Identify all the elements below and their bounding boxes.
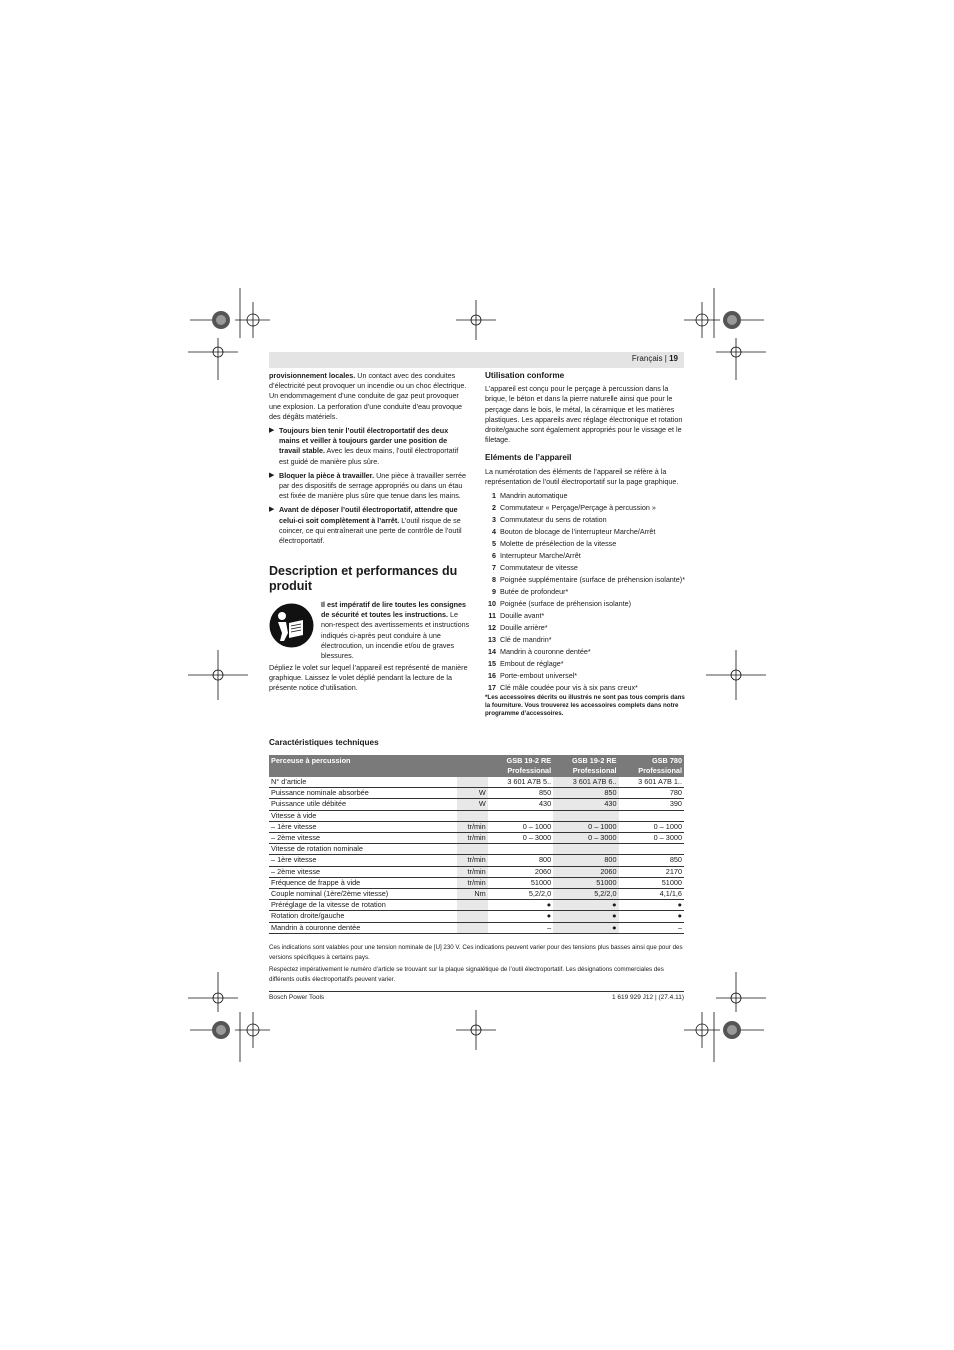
warning-text: Le non-respect des avertissements et instructions indiqués ci-après peut conduire à une électrocution, un incendie et/ou de graves blessures.	[321, 610, 470, 661]
table-cell: N° d’article	[269, 777, 457, 788]
part-label: Poignée (surface de préhension isolante)	[500, 599, 632, 609]
bullet-text: Une pièce à travailler serrée par des dispositifs de serrage appropriés ou dans un étau est fixée de manière plus sûre que tenue dans les mains.	[279, 470, 466, 501]
part-label: Douille arrière*	[500, 623, 548, 633]
part-item	[485, 550, 685, 562]
part-item	[485, 526, 685, 538]
warning-bold: Il est impératif de lire toutes les consignes de sécurité et toutes les instructions.	[321, 600, 466, 620]
table-cell: 850	[488, 788, 553, 799]
table-cell: 3 601 A7B 5..	[488, 777, 553, 788]
part-label: Clé mâle coudée pour vis à six pans creux*	[500, 683, 638, 693]
elements-intro: La numérotation des éléments de l’appareil se réfère à la représentation de l’outil électroportatif sur la page graphique.	[485, 466, 679, 486]
table-cell: 51000	[553, 877, 618, 888]
table-cell: ●	[553, 900, 618, 911]
table-cell	[457, 777, 488, 788]
table-cell	[457, 844, 488, 855]
table-cell: tr/min	[457, 866, 488, 877]
part-label: Commutateur « Perçage/Perçage à percussion »	[500, 503, 656, 513]
table-cell: 4,1/1,6	[619, 889, 684, 900]
table-cell: 3 601 A7B 6..	[553, 777, 618, 788]
part-item	[485, 610, 685, 622]
table-cell: 430	[553, 799, 618, 810]
part-item	[485, 502, 685, 514]
table-cell	[457, 922, 488, 933]
table-cell: Nm	[457, 889, 488, 900]
part-label: Douille avant*	[500, 611, 545, 621]
part-number: 10	[488, 599, 496, 609]
safety-warning	[321, 600, 471, 661]
part-number: 9	[492, 587, 496, 597]
table-cell: Vitesse de rotation nominale	[269, 844, 457, 855]
tech-title: Caractéristiques techniques	[269, 738, 379, 747]
footer-doc-id: 1 619 929 J12 | (27.4.11)	[611, 994, 684, 1001]
triangle-bullet-icon: ▶	[269, 471, 275, 479]
table-cell	[619, 844, 684, 855]
part-number: 14	[488, 647, 496, 657]
elements-title: Eléments de l’appareil	[485, 453, 572, 463]
part-label: Clé de mandrin*	[500, 635, 552, 645]
table-row	[269, 911, 684, 922]
part-item	[485, 634, 685, 646]
table-body	[269, 777, 684, 933]
use-title: Utilisation conforme	[485, 371, 565, 380]
part-item	[485, 514, 685, 526]
right-column	[485, 371, 685, 718]
table-row	[269, 866, 684, 877]
part-number: 11	[488, 611, 496, 621]
table-cell: 2060	[488, 866, 553, 877]
table-header-cell: GSB 19-2 RE Professional	[553, 755, 618, 777]
part-item	[485, 658, 685, 670]
safety-bullet	[269, 505, 469, 546]
part-item	[485, 598, 685, 610]
table-cell: 2060	[553, 866, 618, 877]
part-label: Mandrin à couronne dentée*	[500, 647, 591, 657]
part-number: 16	[488, 671, 496, 681]
table-cell: 2170	[619, 866, 684, 877]
intro-paragraph	[269, 371, 469, 422]
table-row	[269, 877, 684, 888]
table-cell: –	[619, 922, 684, 933]
table-row	[269, 844, 684, 855]
table-row	[269, 799, 684, 810]
table-header-cell: Perceuse à percussion	[269, 755, 457, 777]
table-cell: ●	[553, 922, 618, 933]
part-number: 1	[492, 491, 496, 501]
table-header-cell: GSB 780 Professional	[619, 755, 684, 777]
part-item	[485, 622, 685, 634]
table-cell: 850	[553, 788, 618, 799]
table-header-cell	[457, 755, 488, 777]
safety-bullet	[269, 471, 469, 502]
part-label: Butée de profondeur*	[500, 587, 569, 597]
table-row	[269, 821, 684, 832]
table-notes	[269, 943, 684, 987]
part-number: 17	[488, 683, 496, 693]
table-row	[269, 777, 684, 788]
table-cell: ●	[488, 900, 553, 911]
table-cell: 0 – 3000	[619, 833, 684, 844]
table-cell: Puissance utile débitée	[269, 799, 457, 810]
use-text: L’appareil est conçu pour le perçage à percussion dans la brique, le béton et dans la pierre naturelle ainsi que pour le perçage dans le bois, le métal, la céramique et les matières plastiques. Les appareils avec réglage électronique et rotation droite/gauche sont également appropriés pour le vissage et le filetage.	[485, 384, 683, 445]
table-note: Respectez impérativement le numéro d’article se trouvant sur la plaque signalétique de l’outil électroportatif. Les désignations commerciales des différents outils électroportatifs peuvent varier.	[269, 966, 664, 983]
table-cell: 0 – 1000	[619, 821, 684, 832]
table-cell: –	[488, 922, 553, 933]
table-cell: ●	[619, 900, 684, 911]
table-cell: – 2ème vitesse	[269, 833, 457, 844]
table-cell: – 2ème vitesse	[269, 866, 457, 877]
part-number: 6	[492, 551, 496, 561]
page-indicator: Français | 19	[631, 354, 678, 363]
part-item	[485, 646, 685, 658]
left-column	[269, 371, 469, 546]
part-number: 5	[492, 539, 496, 549]
part-number: 15	[488, 659, 496, 669]
table-cell: 0 – 3000	[553, 833, 618, 844]
table-row	[269, 900, 684, 911]
part-number: 3	[492, 515, 496, 525]
table-cell: W	[457, 788, 488, 799]
read-manual-icon	[269, 603, 314, 648]
table-cell: tr/min	[457, 833, 488, 844]
table-cell: 5,2/2,0	[553, 889, 618, 900]
table-row	[269, 788, 684, 799]
part-item	[485, 586, 685, 598]
bullet-text: Avec les deux mains, l’outil électroportatif est guidé de manière plus sûre.	[279, 446, 459, 466]
table-cell: 780	[619, 788, 684, 799]
intro-bold: provisionnement locales.	[269, 371, 356, 380]
table-cell: 430	[488, 799, 553, 810]
part-item	[485, 538, 685, 550]
table-note: Ces indications sont valables pour une tension nominale de [U] 230 V. Ces indications peuvent varier pour des tensions plus basses ainsi que pour des versions spécifiques à certains pays.	[269, 944, 683, 961]
part-item	[485, 670, 685, 682]
table-cell: ●	[619, 911, 684, 922]
table-cell: 51000	[488, 877, 553, 888]
table-cell: 51000	[619, 877, 684, 888]
part-item	[485, 562, 685, 574]
part-label: Porte-embout universel*	[500, 671, 578, 681]
table-cell: 0 – 1000	[488, 821, 553, 832]
table-row	[269, 889, 684, 900]
triangle-bullet-icon: ▶	[269, 506, 275, 514]
table-cell: – 1ère vitesse	[269, 821, 457, 832]
bullet-bold: Toujours bien tenir l’outil électroportatif des deux mains et veiller à toujours garder une position de travail stable.	[279, 426, 449, 456]
page-header	[269, 352, 684, 368]
part-label: Interrupteur Marche/Arrêt	[500, 551, 581, 561]
bullet-text: L’outil risque de se coincer, ce qui entraînerait une perte de contrôle de l’outil électroportatif.	[279, 515, 462, 546]
table-header-cell: GSB 19-2 RE Professional	[488, 755, 553, 777]
table-cell: – 1ère vitesse	[269, 855, 457, 866]
part-label: Bouton de blocage de l’interrupteur Marche/Arrêt	[500, 527, 656, 537]
table-cell: Rotation droite/gauche	[269, 911, 457, 922]
triangle-bullet-icon: ▶	[269, 427, 275, 435]
table-cell: Puissance nominale absorbée	[269, 788, 457, 799]
part-label: Commutateur du sens de rotation	[500, 515, 607, 525]
table-cell	[619, 810, 684, 821]
table-cell	[488, 844, 553, 855]
unfold-note: Dépliez le volet sur lequel l’appareil est représenté de manière graphique. Laissez le volet déplié pendant la lecture de la présente notice d’utilisation.	[269, 663, 468, 693]
accessories-footnote: *Les accessoires décrits ou illustrés ne sont pas tous compris dans la fourniture. Vous trouverez les accessoires complets dans notre programme d’accessoires.	[485, 694, 685, 718]
part-label: Mandrin automatique	[500, 491, 568, 501]
part-number: 13	[488, 635, 496, 645]
table-cell: Fréquence de frappe à vide	[269, 877, 457, 888]
table-header-row	[269, 755, 684, 777]
table-cell	[457, 810, 488, 821]
table-row	[269, 922, 684, 933]
part-number: 2	[492, 503, 496, 513]
footer-brand: Bosch Power Tools	[269, 994, 325, 1001]
bullet-bold: Bloquer la pièce à travailler.	[279, 470, 375, 480]
part-label: Molette de présélection de la vitesse	[500, 539, 617, 549]
parts-list	[485, 490, 685, 694]
page-number: 19	[669, 354, 678, 363]
table-cell: 5,2/2,0	[488, 889, 553, 900]
table-cell: Couple nominal (1ère/2ème vitesse)	[269, 889, 457, 900]
table-cell	[553, 810, 618, 821]
part-label: Commutateur de vitesse	[500, 563, 578, 573]
table-cell: tr/min	[457, 855, 488, 866]
part-number: 7	[492, 563, 496, 573]
intro-text: Un contact avec des conduites d’électricité peut provoquer un incendie ou un choc électrique. Un endommagement d’une conduite de gaz peut provoquer une explosion. La perforation d’une conduite d’eau provoque des dégâts matériels.	[269, 371, 467, 421]
table-cell: tr/min	[457, 877, 488, 888]
table-cell	[553, 844, 618, 855]
safety-bullet	[269, 426, 469, 467]
table-cell: 800	[553, 855, 618, 866]
table-cell: ●	[553, 911, 618, 922]
table-cell: 0 – 3000	[488, 833, 553, 844]
part-number: 4	[492, 527, 496, 537]
part-number: 8	[492, 575, 496, 585]
part-label: Embout de réglage*	[500, 659, 564, 669]
table-cell	[457, 911, 488, 922]
table-row	[269, 855, 684, 866]
table-cell: 390	[619, 799, 684, 810]
table-cell	[488, 810, 553, 821]
table-row	[269, 810, 684, 821]
part-item	[485, 682, 685, 694]
table-cell: ●	[488, 911, 553, 922]
table-cell	[457, 900, 488, 911]
part-label: Poignée supplémentaire (surface de préhension isolante)*	[500, 575, 685, 585]
table-cell: 850	[619, 855, 684, 866]
table-cell: 800	[488, 855, 553, 866]
part-item	[485, 574, 685, 586]
header-language: Français	[631, 354, 663, 363]
table-row	[269, 833, 684, 844]
specs-table	[269, 755, 684, 934]
table-cell: tr/min	[457, 821, 488, 832]
bullet-bold: Avant de déposer l’outil électroportatif, attendre que celui-ci soit complètement à l’arrêt.	[279, 505, 458, 525]
footer-divider	[269, 991, 684, 992]
table-cell: Mandrin à couronne dentée	[269, 922, 457, 933]
table-cell: Préréglage de la vitesse de rotation	[269, 900, 457, 911]
table-cell: Vitesse à vide	[269, 810, 457, 821]
part-number: 12	[488, 623, 496, 633]
part-item	[485, 490, 685, 502]
table-cell: 0 – 1000	[553, 821, 618, 832]
table-cell: 3 601 A7B 1..	[619, 777, 684, 788]
table-cell: W	[457, 799, 488, 810]
section-title: Description et performances du produit	[269, 564, 458, 593]
